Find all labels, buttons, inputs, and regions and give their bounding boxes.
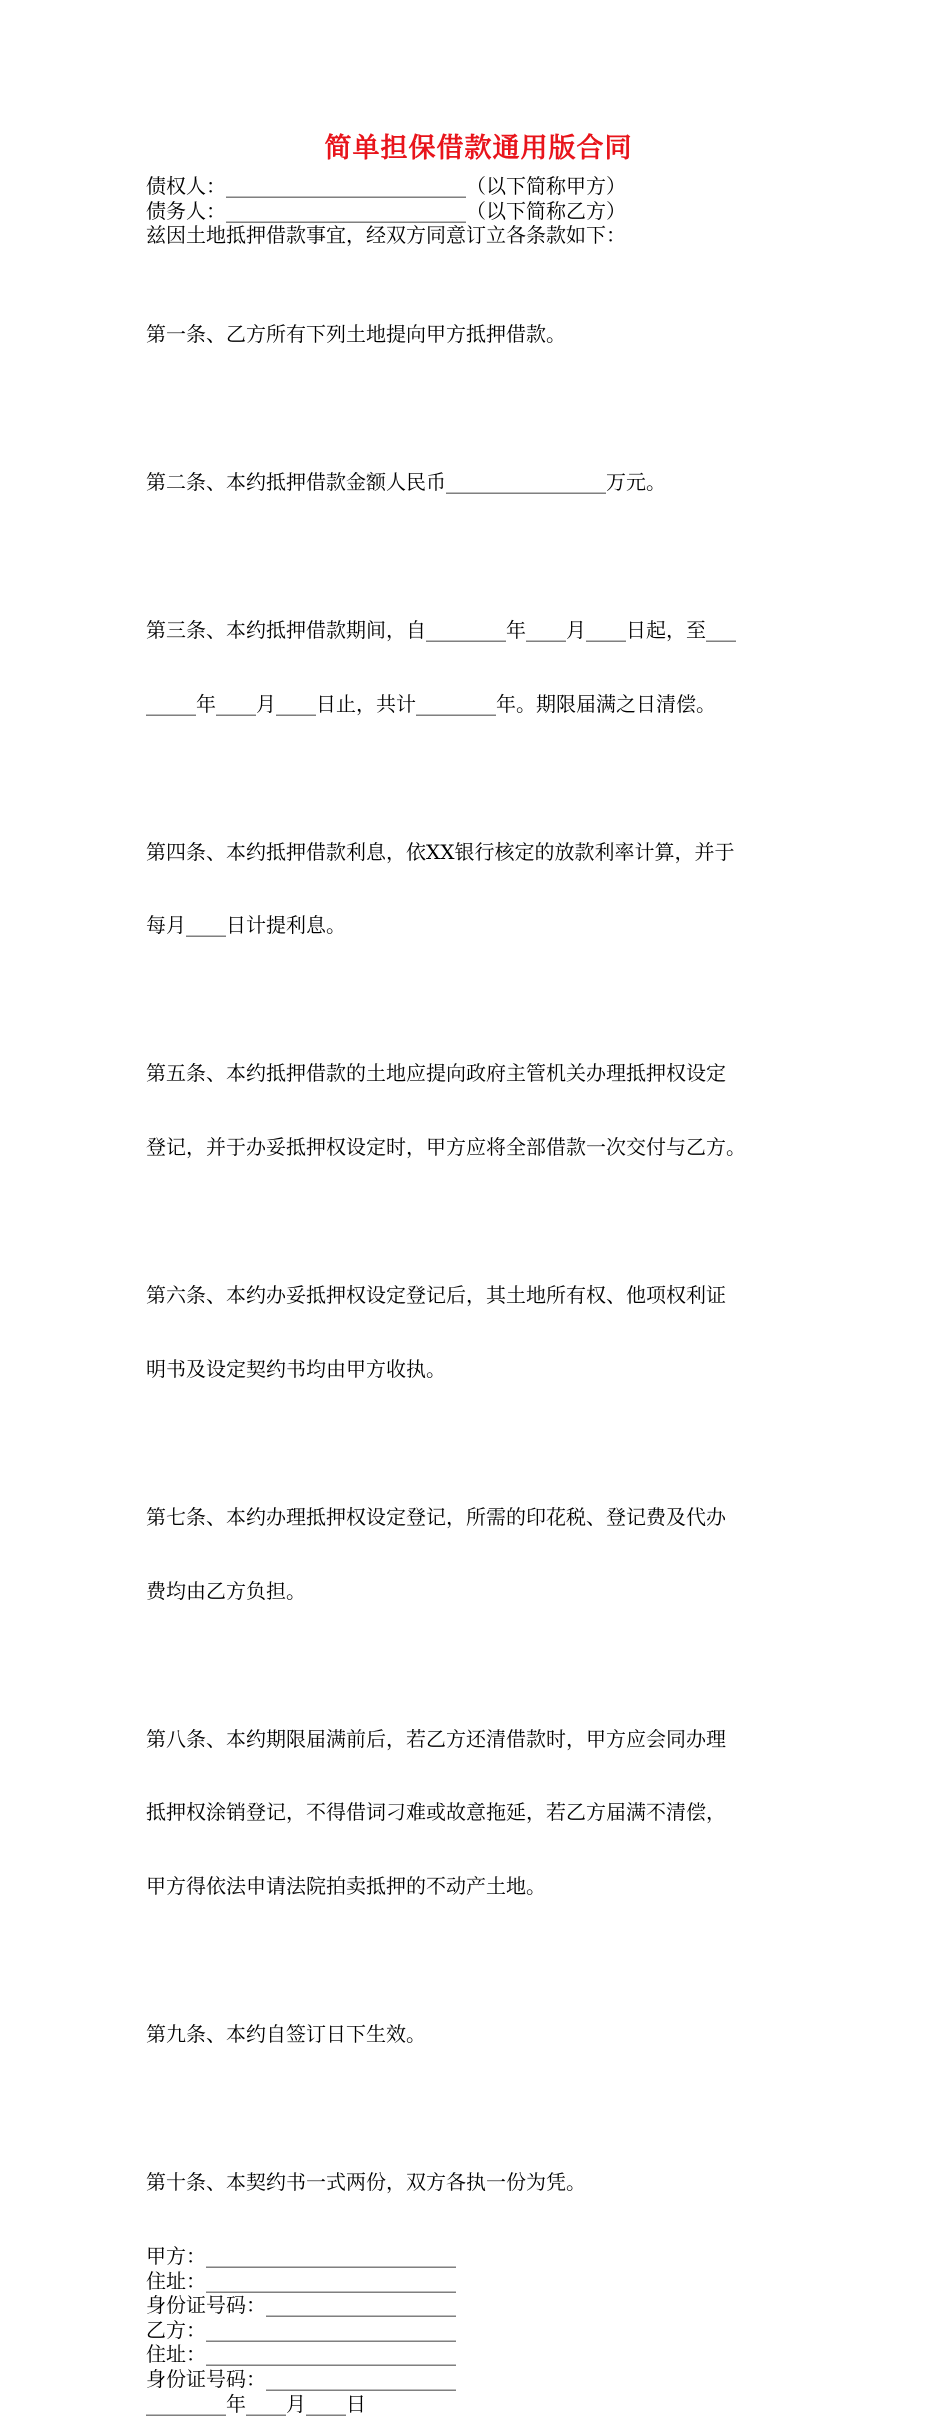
creditor-line: 债权人：________________________（以下简称甲方） — [146, 174, 811, 199]
article-1 — [146, 273, 811, 396]
article-line: _____年____月____日止，共计________年。期限届满之日清偿。 — [146, 692, 811, 717]
article-8 — [146, 1677, 811, 1948]
article-line: 登记，并于办妥抵押权设定时，甲方应将全部借款一次交付与乙方。 — [146, 1135, 811, 1160]
article-5 — [146, 1012, 811, 1209]
article-line: 第十条、本契约书一式两份，双方各执一份为凭。 — [146, 2170, 811, 2195]
article-9 — [146, 1973, 811, 2096]
date-line: ________年____月____日 — [146, 2392, 811, 2416]
article-line: 第一条、乙方所有下列土地提向甲方抵押借款。 — [146, 322, 811, 347]
article-line: 第七条、本约办理抵押权设定登记，所需的印花税、登记费及代办 — [146, 1505, 811, 1530]
document-title: 简单担保借款通用版合同 — [146, 132, 811, 166]
article-line: 第五条、本约抵押借款的土地应提向政府主管机关办理抵押权设定 — [146, 1061, 811, 1086]
article-10 — [146, 2121, 811, 2244]
signature-block — [146, 2244, 811, 2416]
party-a-id-line: 身份证号码：___________________ — [146, 2293, 811, 2318]
article-line: 第九条、本约自签订日下生效。 — [146, 2022, 811, 2047]
party-a-line: 甲方：_________________________ — [146, 2244, 811, 2269]
party-b-address-line: 住址：_________________________ — [146, 2342, 811, 2367]
article-line: 第六条、本约办妥抵押权设定登记后，其土地所有权、他项权利证 — [146, 1283, 811, 1308]
article-line: 费均由乙方负担。 — [146, 1579, 811, 1604]
article-line: 第四条、本约抵押借款利息，依XX银行核定的放款利率计算，并于 — [146, 840, 811, 865]
debtor-line: 债务人：________________________（以下简称乙方） — [146, 199, 811, 224]
party-b-id-line: 身份证号码：___________________ — [146, 2367, 811, 2392]
party-b-line: 乙方：_________________________ — [146, 2318, 811, 2343]
article-line: 第八条、本约期限届满前后，若乙方还清借款时，甲方应会同办理 — [146, 1727, 811, 1752]
article-3 — [146, 569, 811, 766]
party-a-address-line: 住址：_________________________ — [146, 2269, 811, 2294]
article-line: 抵押权涂销登记，不得借词刁难或故意拖延，若乙方届满不清偿， — [146, 1800, 811, 1825]
article-2 — [146, 421, 811, 544]
preamble-line: 兹因土地抵押借款事宜，经双方同意订立各条款如下： — [146, 223, 811, 248]
article-line: 第二条、本约抵押借款金额人民币________________万元。 — [146, 470, 811, 495]
article-7 — [146, 1456, 811, 1653]
article-line: 明书及设定契约书均由甲方收执。 — [146, 1357, 811, 1382]
article-4 — [146, 790, 811, 987]
header-block — [146, 174, 811, 248]
contract-page — [146, 132, 811, 2416]
article-line: 第三条、本约抵押借款期间，自________年____月____日起，至___ — [146, 618, 811, 643]
article-6 — [146, 1234, 811, 1431]
article-line: 每月____日计提利息。 — [146, 913, 811, 938]
article-line: 甲方得依法申请法院拍卖抵押的不动产土地。 — [146, 1874, 811, 1899]
